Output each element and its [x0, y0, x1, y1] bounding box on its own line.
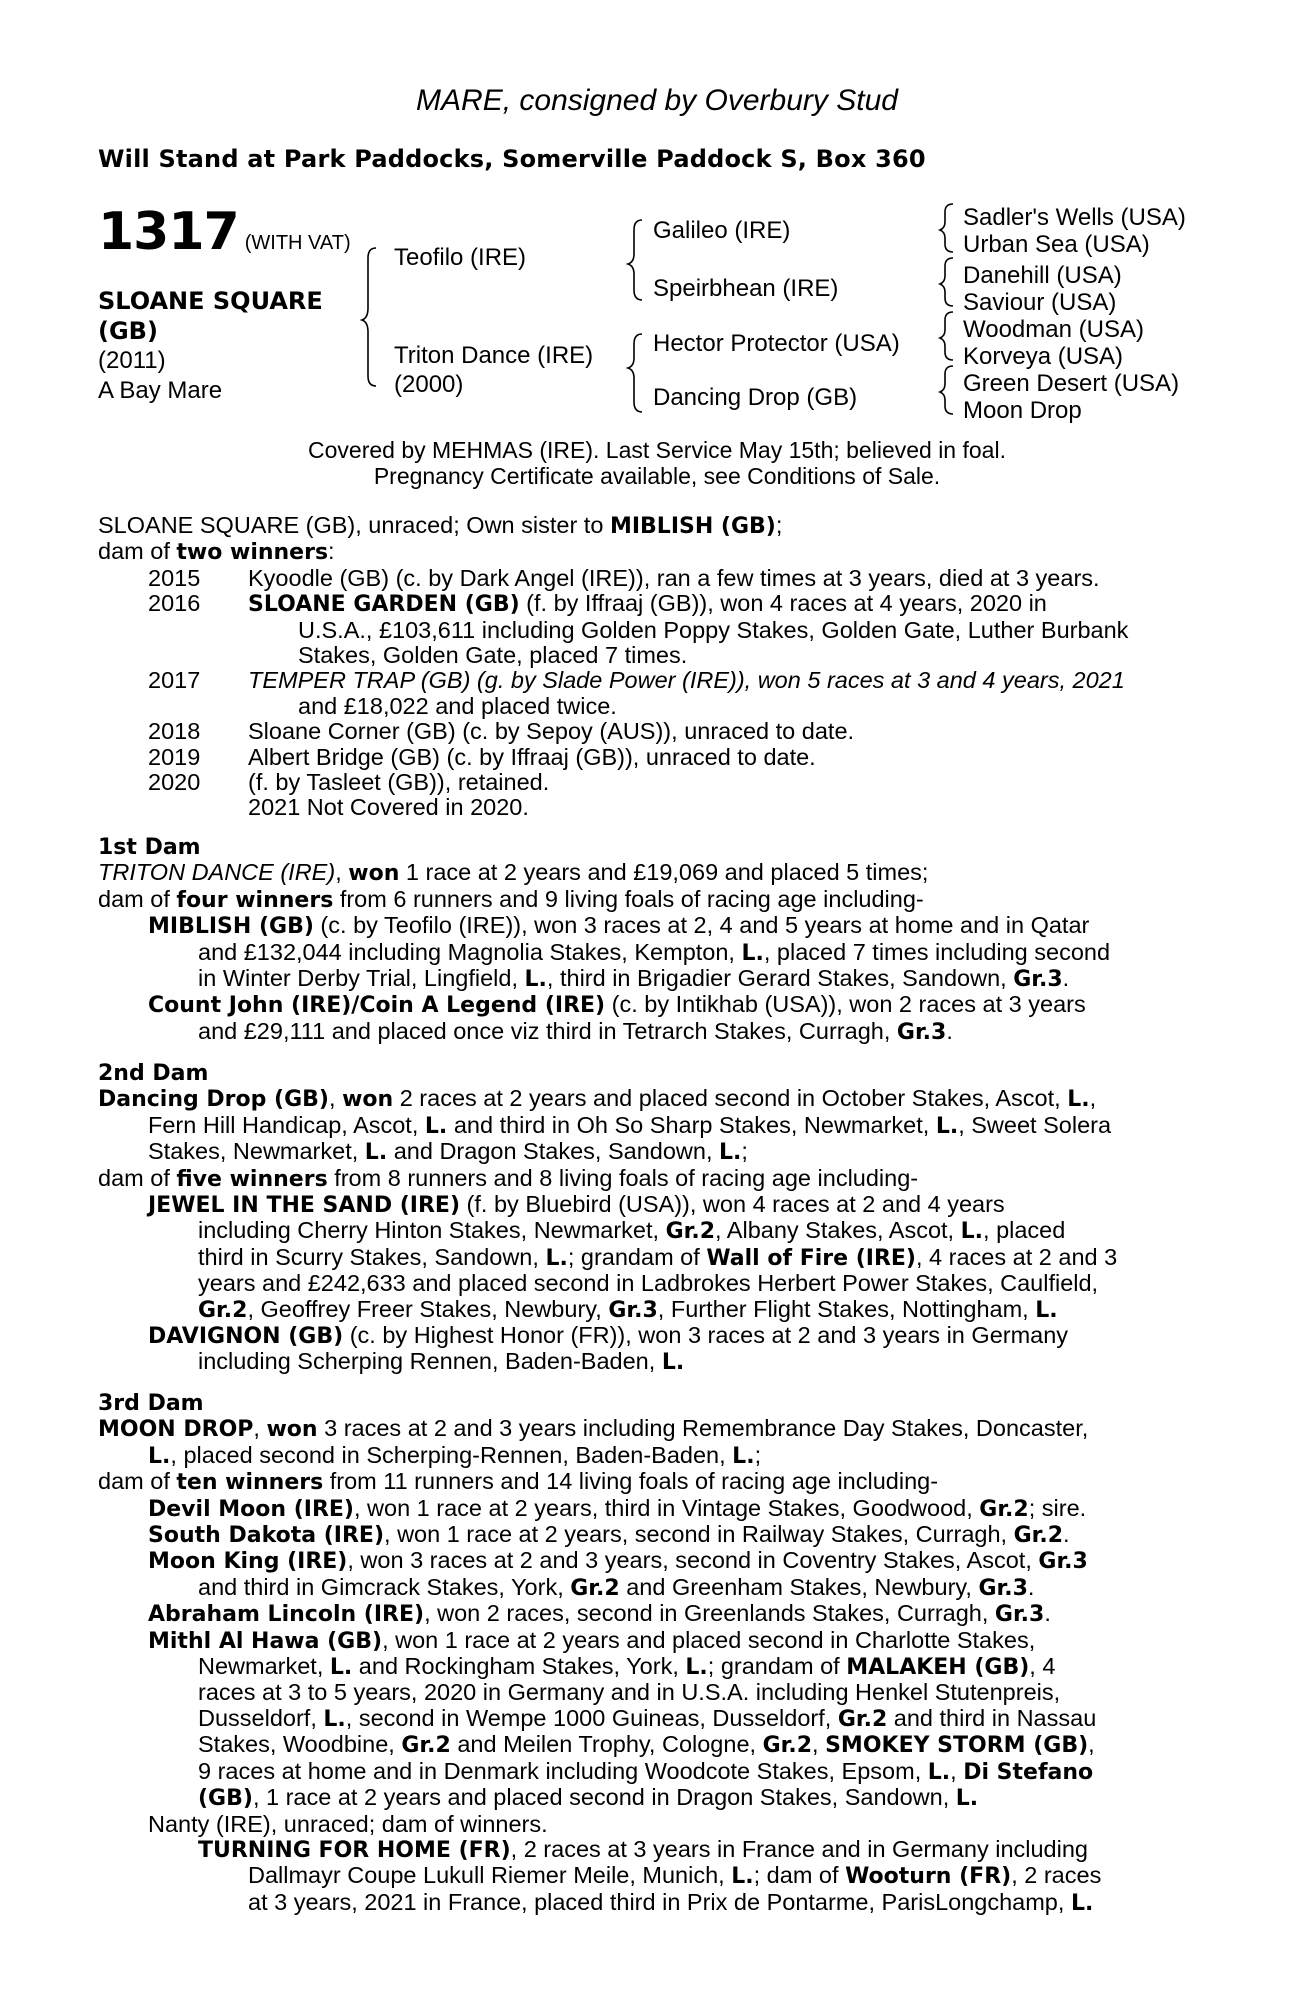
pedigree-g7: Green Desert (USA) [963, 370, 1180, 397]
covering-line-2: Pregnancy Certificate available, see Conditions of Sale. [373, 463, 941, 489]
covering-line-1: Covered by MEHMAS (IRE). Last Service May 15th; believed in foal. [308, 437, 1006, 463]
produce-2015: 2015 Kyoodle (GB) (c. by Dark Angel (IRE)), ran a few times at 3 years, died at 3 years. [148, 564, 1100, 591]
horse-description: A Bay Mare [98, 377, 223, 404]
produce-2019: 2019 Albert Bridge (GB) (c. by Iffraaj (GB)), unraced to date. [148, 743, 816, 770]
third-dam-section: 3rd Dam MOON DROP, won 3 races at 2 and 3 years including Remembrance Day Stakes, Doncaster, L., placed second in Scherping-Rennen, Baden-Baden, L.; dam of ten winners from 11 runners and 14 living foals of racing age including- Devil Moon (IRE), won 1 race at 2 years, third in Vintage Stakes, Goodwood, Gr.2; sire. South Dakota (IRE), won 1 race at 2 years, second in Railway Stakes, Curragh, Gr.2. Moon King (IRE), won 3 races at 2 and 3 years, second in Coventry Stakes, Ascot, Gr.3 and third in Gimcrack Stakes, York, Gr.2 and Greenham Stakes, Newbury, Gr.3. Abraham Lincoln (IRE), won 2 races, second in Greenlands Stakes, Curragh, Gr.3. Mithl Al Hawa (GB), won 1 race at 2 years and placed second in Charlotte Stakes, Newmarket, L. and Rockingham Stakes, York, L.; grandam of MALAKEH (GB), 4 races at 3 to 5 years, 2020 in Germany and in U.S.A. including Henkel Stutenpreis, Dusseldorf, L., second in Wempe 1000 Guineas, Dusseldorf, Gr.2 and third in Nassau Stakes, Woodbine, Gr.2 and Meilen Trophy, Cologne, Gr.2, SMOKEY STORM (GB), 9 races at home and in Denmark including Woodcote Stakes, Epsom, L., Di Stefano (GB), 1 race at 2 years and placed second in Dragon Stakes, Sandown, L. Nanty (IRE), unraced; dam of winners. TURNING FOR HOME (FR), 2 races at 3 years in France and in Germany including Dallmayr Coupe Lukull Riemer Meile, Munich, L.; dam of Wooturn (FR), 2 races at 3 years, 2021 in France, placed third in Prix de Pontarme, ParisLongchamp, L. [98, 1391, 1208, 1916]
pedigree-g4: Saviour (USA) [963, 289, 1117, 316]
stand-location: Will Stand at Park Paddocks, Somerville Paddock S, Box 360 [98, 145, 926, 173]
first-dam-heading: 1st Dam [98, 835, 201, 860]
produce-2021: 2021 Not Covered in 2020. [248, 794, 529, 821]
produce-2016: 2016 SLOANE GARDEN (GB) (f. by Iffraaj (GB)), won 4 races at 4 years, 2020 in [148, 590, 1047, 618]
first-dam-section: 1st Dam TRITON DANCE (IRE), won 1 race at 2 years and £19,069 and placed 5 times; dam of four winners from 6 runners and 9 living foals of racing age including- MIBLISH (GB) (c. by Teofilo (IRE)), won 3 races at 2, 4 and 5 years at home and in Qatar and £132,044 including Magnolia Stakes, Kempton, L., placed 7 times including second in Winter Derby Trial, Lingfield, L., third in Brigadier Gerard Stakes, Sandown, Gr.3. Count John (IRE)/Coin A Legend (IRE) (c. by Intikhab (USA)), won 2 races at 3 years and £29,111 and placed once viz third in Tetrarch Stakes, Curragh, Gr.3. [98, 835, 1208, 1045]
produce-2016-cont1: U.S.A., £103,611 including Golden Poppy Stakes, Golden Gate, Luther Burbank [298, 616, 1129, 643]
pedigree-g3: Danehill (USA) [963, 262, 1122, 289]
pedigree-dam-sire: Hector Protector (USA) [653, 330, 900, 357]
produce-2016-cont2: Stakes, Golden Gate, placed 7 times. [298, 642, 688, 669]
pedigree-dam-year: (2000) [394, 371, 464, 398]
second-dam-heading: 2nd Dam [98, 1061, 209, 1086]
pedigree-g8: Moon Drop [963, 397, 1082, 424]
pedigree-g2: Urban Sea (USA) [963, 231, 1150, 258]
produce-dam-of: dam of two winners: [98, 538, 335, 566]
page-title: MARE, consigned by Overbury Stud [416, 84, 898, 117]
produce-2018: 2018 Sloane Corner (GB) (c. by Sepoy (AUS)), unraced to date. [148, 718, 855, 745]
second-dam-section: 2nd Dam Dancing Drop (GB), won 2 races at 2 years and placed second in October Stakes, Ascot, L., Fern Hill Handicap, Ascot, L. and third in Oh So Sharp Stakes, Newmarket, L., Sweet Solera Stakes, Newmarket, L. and Dragon Stakes, Sandown, L.; dam of five winners from 8 runners and 8 living foals of racing age including- JEWEL IN THE SAND (IRE) (f. by Bluebird (USA)), won 4 races at 2 and 4 years including Cherry Hinton Stakes, Newmarket, Gr.2, Albany Stakes, Ascot, L., placed third in Scurry Stakes, Sandown, L.; grandam of Wall of Fire (IRE), 4 races at 2 and 3 years and £242,633 and placed second in Ladbrokes Herbert Power Stakes, Caulfield, Gr.2, Geoffrey Freer Stakes, Newbury, Gr.3, Further Flight Stakes, Nottingham, L. DAVIGNON (GB) (c. by Highest Honor (FR)), won 3 races at 2 and 3 years in Germany including Scherping Rennen, Baden-Baden, L. [98, 1061, 1208, 1376]
produce-2020: 2020 (f. by Tasleet (GB)), retained. [148, 769, 550, 796]
produce-record [98, 513, 1208, 821]
pedigree-dam-dam: Dancing Drop (GB) [653, 384, 858, 411]
horse-year: (2011) [98, 347, 166, 374]
produce-intro: SLOANE SQUARE (GB), unraced; Own sister to MIBLISH (GB); [98, 512, 783, 539]
lot-vat: (WITH VAT) [244, 232, 351, 254]
third-dam-heading: 3rd Dam [98, 1391, 204, 1416]
pedigree-sire-sire: Galileo (IRE) [653, 217, 791, 244]
lot-number: 1317 [98, 202, 239, 262]
pedigree-g5: Woodman (USA) [963, 316, 1144, 343]
pedigree-g1: Sadler's Wells (USA) [963, 204, 1186, 231]
horse-country: (GB) [98, 317, 158, 345]
pedigree-dam: Triton Dance (IRE) [394, 342, 594, 369]
pedigree-sire: Teofilo (IRE) [394, 244, 527, 271]
pedigree-g6: Korveya (USA) [963, 343, 1124, 370]
horse-name: SLOANE SQUARE [98, 287, 323, 315]
produce-2017: 2017 TEMPER TRAP (GB) (g. by Slade Power (IRE)), won 5 races at 3 and 4 years, 2021 [148, 667, 1125, 694]
produce-2017-cont: and £18,022 and placed twice. [298, 692, 617, 719]
pedigree-sire-dam: Speirbhean (IRE) [653, 275, 839, 302]
